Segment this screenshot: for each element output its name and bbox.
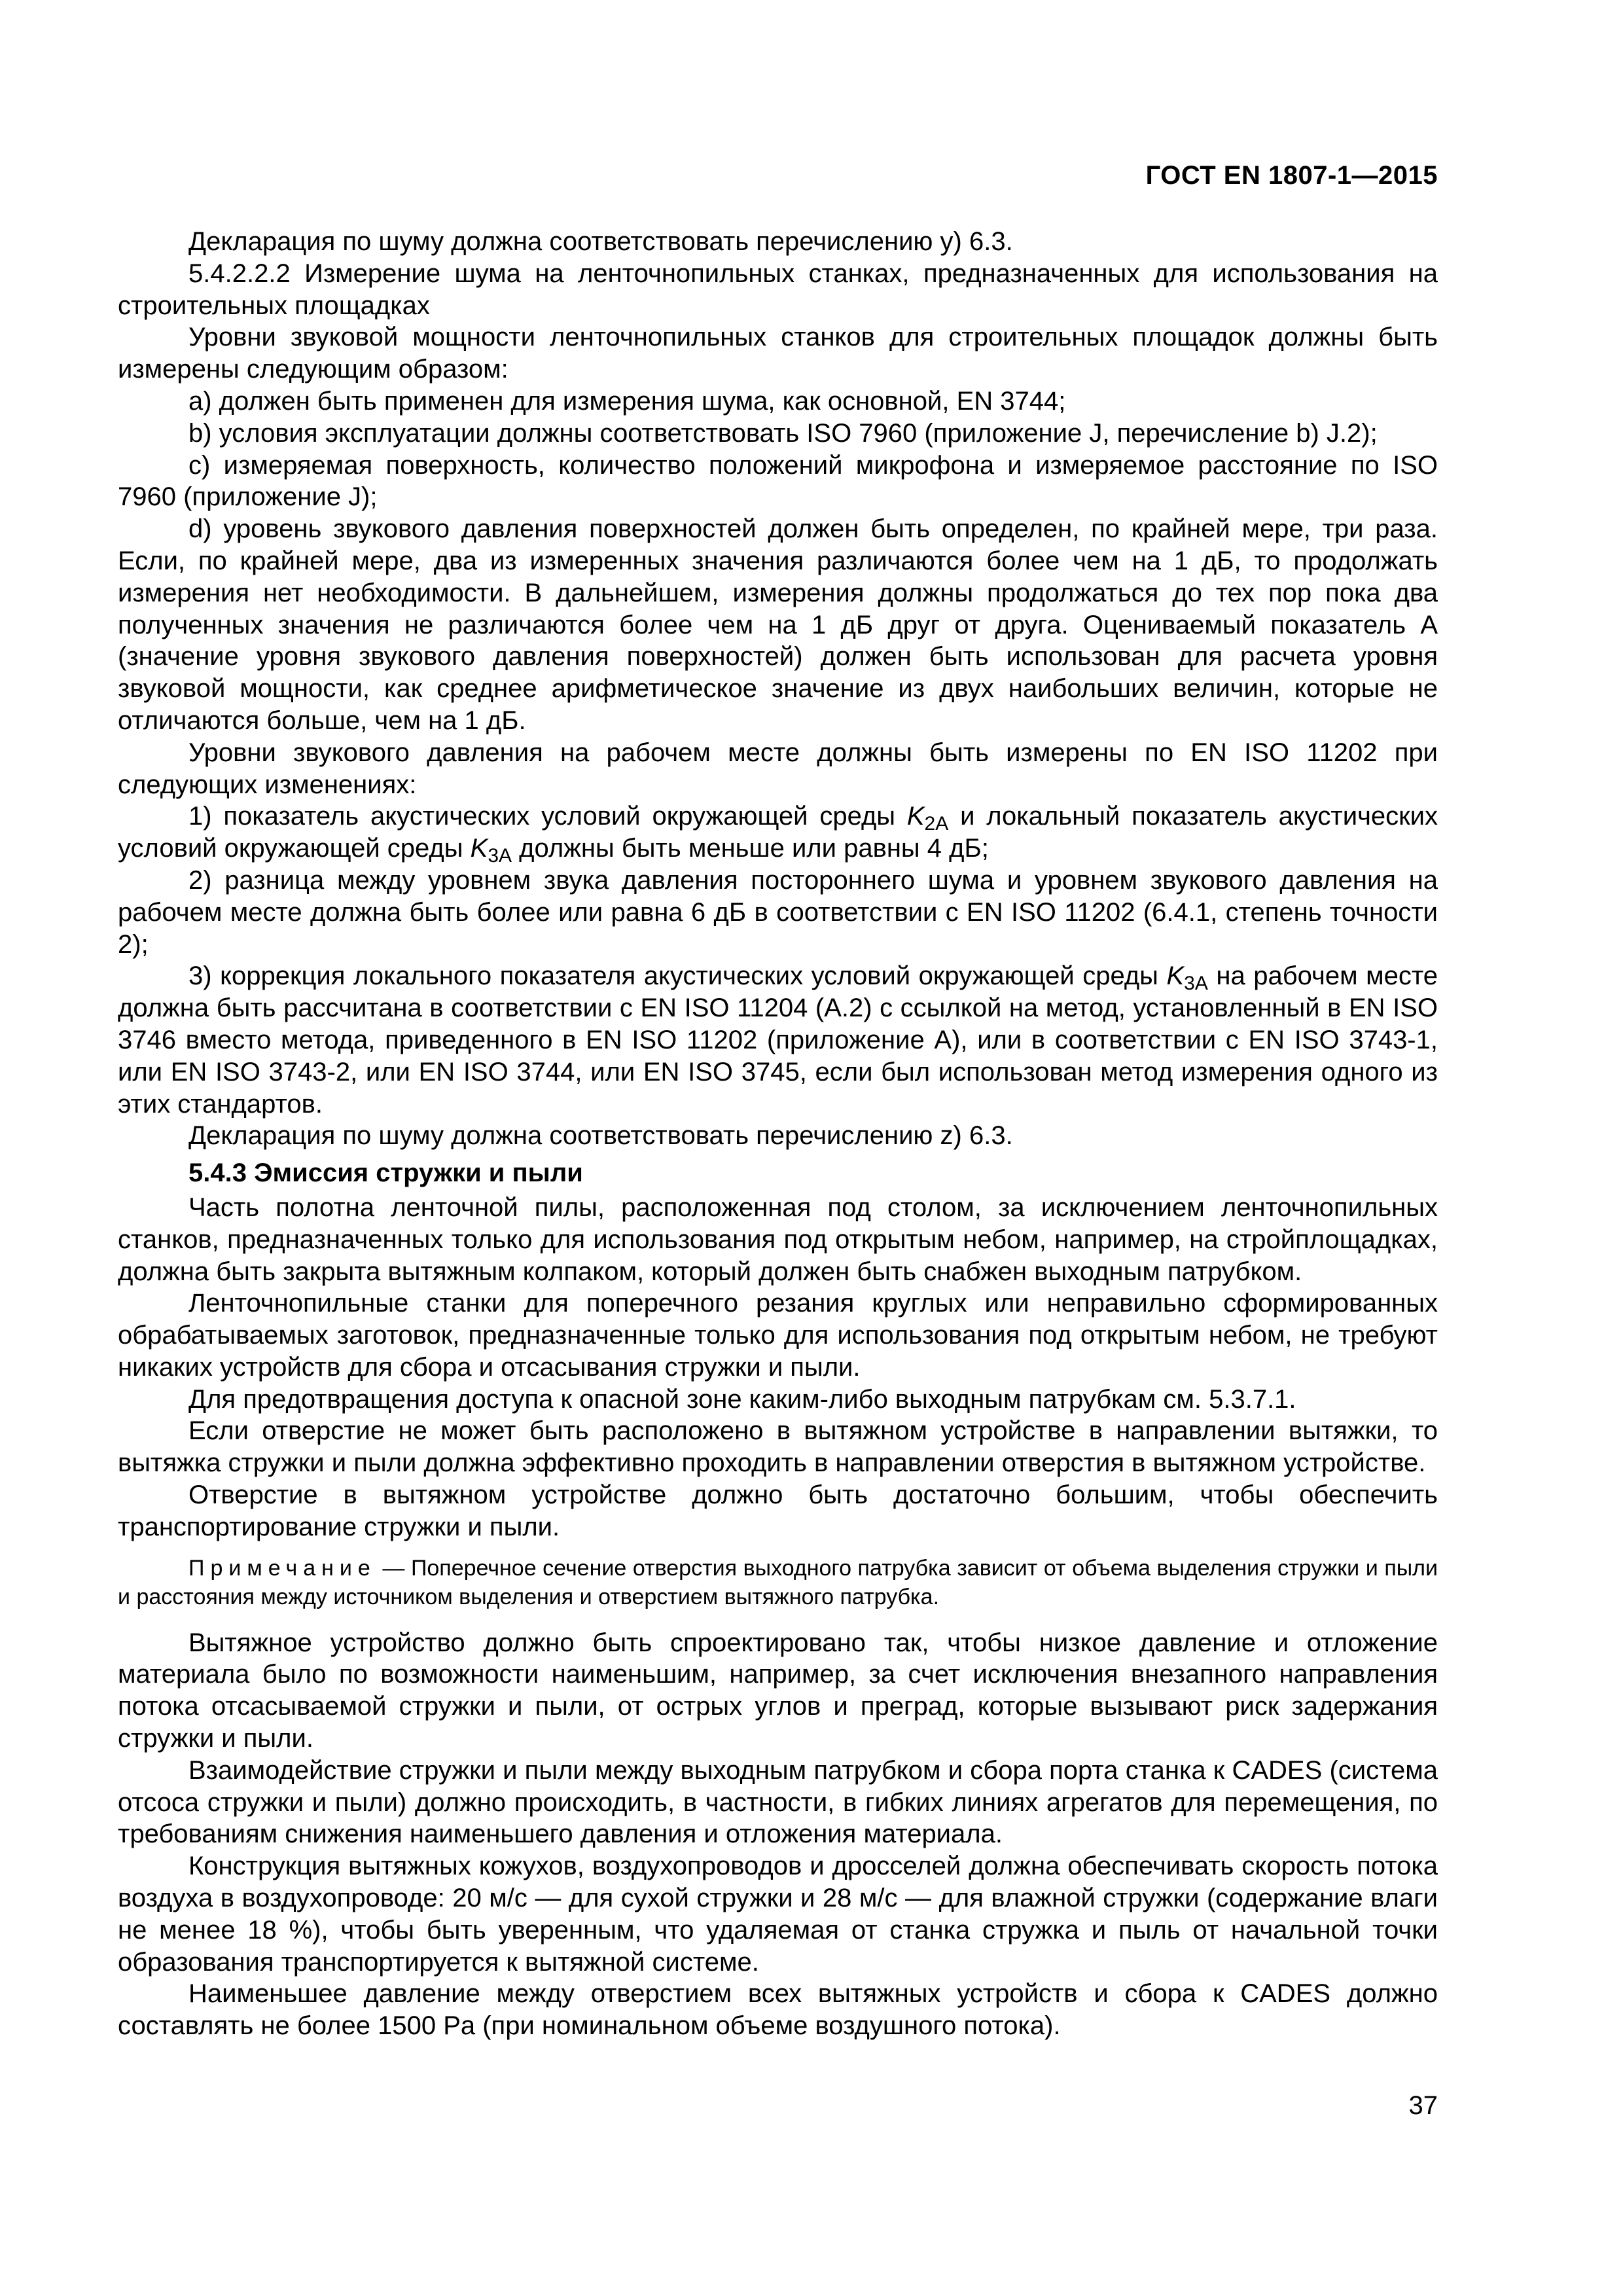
note-label: Примечание (188, 1555, 376, 1581)
list-item: 2) разница между уровнем звука давления постороннего шума и уровнем звукового давления на рабочем месте должна быть более или равна 6 дБ в соответствии с EN ISO 11202 (6.4.1, степень точности 2); (118, 865, 1438, 959)
page-number: 37 (1408, 2091, 1438, 2120)
list-item: 1) показатель акустических условий окружающей среды $K_{2A}$ и локальный показатель акустических условий окружающей среды $K_{3A}$ должны быть меньше или равны 4 дБ; (118, 802, 1438, 867)
note (118, 1554, 1438, 1611)
document-body (118, 226, 1438, 2042)
paragraph: Часть полотна ленточной пилы, расположенная под столом, за исключением ленточнопильных станков, предназначенных только для использования под открытым небом, например, на стройплощадках, должна быть закрыта вытяжным колпаком, который должен быть снабжен выходным патрубком. (118, 1193, 1438, 1286)
paragraph: Вытяжное устройство должно быть спроектировано так, чтобы низкое давление и отложение материала было по возможности наименьшим, например, за счет исключения внезапного направления потока отсасываемой стружки и пыли, от острых углов и преград, которые вызывают риск задержания стружки и пыли. (118, 1628, 1438, 1753)
list-item: b) условия эксплуатации должны соответствовать ISO 7960 (приложение J, перечисление b) J.2); (188, 418, 1378, 448)
section-heading: 5.4.3 Эмиссия стружки и пыли (188, 1158, 583, 1188)
list-item: a) должен быть применен для измерения шума, как основной, EN 3744; (188, 386, 1066, 416)
paragraph: Уровни звуковой мощности ленточнопильных станков для строительных площадок должны быть измерены следующим образом: (118, 323, 1438, 384)
paragraph: Взаимодействие стружки и пыли между выходным патрубком и сбора порта станка к CADES (система отсоса стружки и пыли) должно происходить, в частности, в гибких линиях агрегатов для перемещения, по требованиям снижения наименьшего давления и отложения материала. (118, 1755, 1438, 1849)
list-item: c) измеряемая поверхность, количество положений микрофона и измеряемое расстояние по ISO 7960 (приложение J); (118, 450, 1438, 512)
list-item: d) уровень звукового давления поверхностей должен быть определен, по крайней мере, три раза. Если, по крайней мере, два из измеренных значения различаются более чем на 1 дБ, то продолжать измерения нет необходимости. В дальнейшем, измерения должны продолжаться до тех пор пока два полученных значения не различаются более чем на 1 дБ друг от друга. Оцениваемый показатель A (значение уровня звукового давления поверхностей) должен быть использован для расчета уровня звуковой мощности, как среднее арифметическое значение из двух наибольших величин, которые не отличаются больше, чем на 1 дБ. (118, 514, 1438, 735)
paragraph: Конструкция вытяжных кожухов, воздухопроводов и дросселей должна обеспечивать скорость потока воздуха в воздухопроводе: 20 м/с — для сухой стружки и 28 м/с — для влажной стружки (содержание влаги не менее 18 %), чтобы быть уверенным, что удаляемая от станка стружка и пыль от начальной точки образования транспортируется к вытяжной системе. (118, 1852, 1438, 1977)
paragraph: Декларация по шуму должна соответствовать перечислению y) 6.3. (188, 227, 1013, 256)
subclause-title: 5.4.2.2.2 Измерение шума на ленточнопильных станках, предназначенных для использования на строительных площадках (118, 259, 1438, 320)
paragraph: Ленточнопильные станки для поперечного резания круглых или неправильно сформированных обрабатываемых заготовок, предназначенные только для использования под открытым небом, не требуют никаких устройств для сбора и отсасывания стружки и пыли. (118, 1289, 1438, 1382)
note-text: — Поперечное сечение отверстия выходного патрубка зависит от объема выделения стружки и пыли и расстояния между источником выделения и отверстием вытяжного патрубка. (118, 1555, 1438, 1609)
paragraph: Декларация по шуму должна соответствовать перечислению z) 6.3. (188, 1121, 1013, 1151)
list-item: 3) коррекция локального показателя акустических условий окружающей среды $K_{3A}$ на рабочем месте должна быть рассчитана в соответствии с EN ISO 11204 (A.2) с ссылкой на метод, установленный в EN ISO 3746 вместо метода, приведенного в EN ISO 11202 (приложение A), или в соответствии с EN ISO 3743-1, или EN ISO 3743-2, или EN ISO 3744, или EN ISO 3745, если был использован метод измерения одного из этих стандартов. (118, 961, 1438, 1119)
paragraph: Наименьшее давление между отверстием всех вытяжных устройств и сбора к CADES должно составлять не более 1500 Pa (при номинальном объеме воздушного потока). (118, 1979, 1438, 2041)
paragraph: Для предотвращения доступа к опасной зоне каким-либо выходным патрубкам см. 5.3.7.1. (188, 1384, 1296, 1414)
paragraph: Если отверстие не может быть расположено в вытяжном устройстве в направлении вытяжки, то вытяжка стружки и пыли должна эффективно проходить в направлении отверстия в вытяжном устройстве. (118, 1416, 1438, 1478)
paragraph: Уровни звукового давления на рабочем месте должны быть измерены по EN ISO 11202 при следующих изменениях: (118, 738, 1438, 799)
document-standard-id: ГОСТ EN 1807-1—2015 (1145, 161, 1438, 190)
paragraph: Отверстие в вытяжном устройстве должно быть достаточно большим, чтобы обеспечить транспортирование стружки и пыли. (118, 1480, 1438, 1541)
